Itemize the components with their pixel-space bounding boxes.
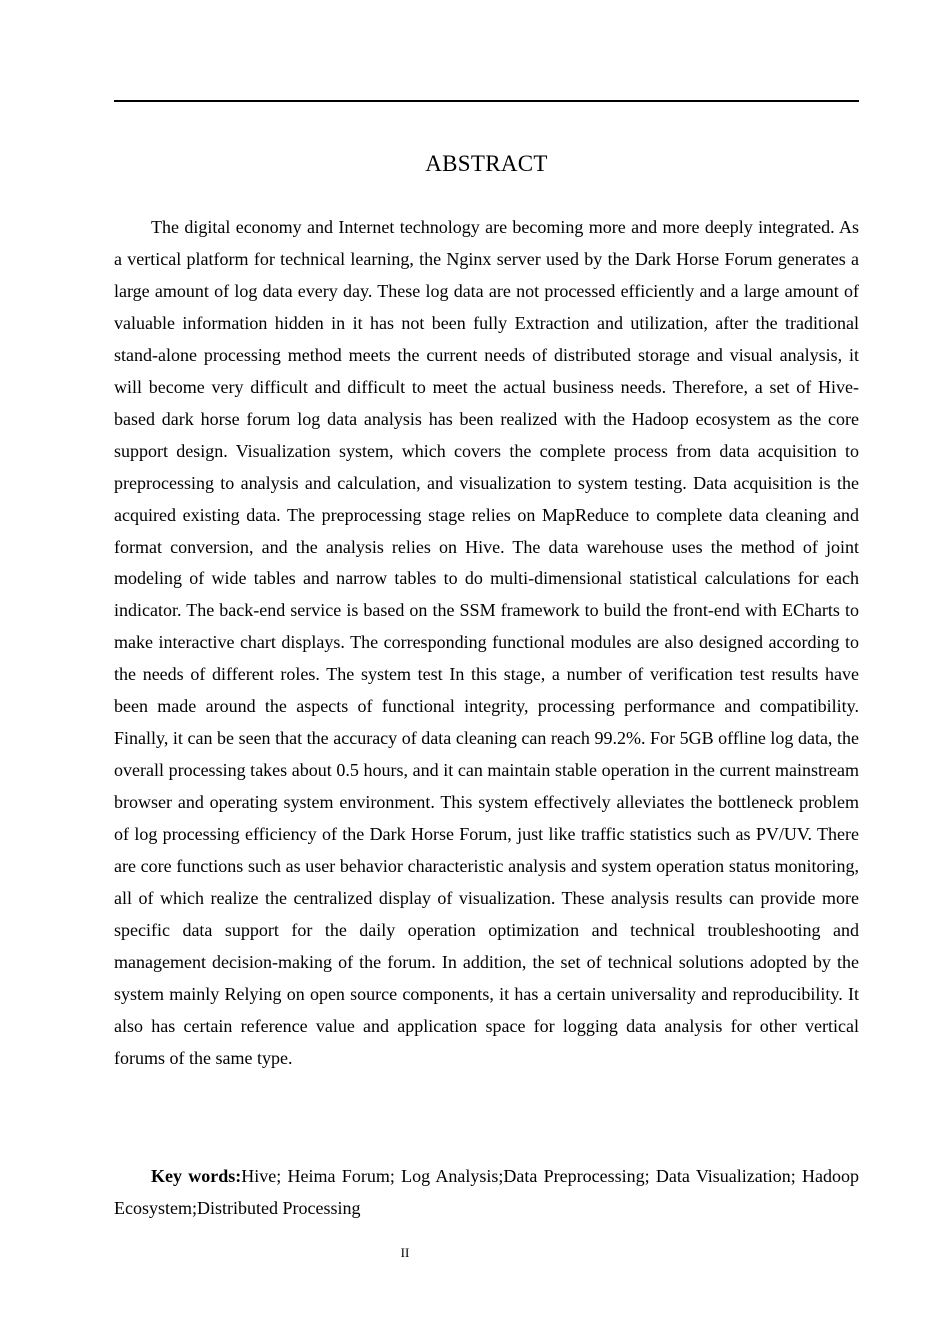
page-number: II [400, 1245, 410, 1260]
abstract-body: The digital economy and Internet technology are becoming more and more deeply integrated. As a vertical platform for technical learning, the Nginx server used by the Dark Horse Forum generates a large amount of log data every day. These log data are not processed efficiently and a large amount of valuable information hidden in it has not been fully Extraction and utilization, after the traditional stand-alone processing method meets the current needs of distributed storage and visual analysis, it will become very difficult and difficult to meet the actual business needs. Therefore, a set of Hive-based dark horse forum log data analysis has been realized with the Hadoop ecosystem as the core support design. Visualization system, which covers the complete process from data acquisition to preprocessing to analysis and calculation, and visualization to system testing. Data acquisition is the acquired existing data. The preprocessing stage relies on MapReduce to complete data cleaning and format conversion, and the analysis relies on Hive. The data warehouse uses the method of joint modeling of wide tables and narrow tables to do multi-dimensional statistical calculations for each indicator. The back-end service is based on the SSM framework to build the front-end with ECharts to make interactive chart displays. The corresponding functional modules are also designed according to the needs of different roles. The system test In this stage, a number of verification test results have been made around the aspects of functional integrity, processing performance and compatibility. Finally, it can be seen that the accuracy of data cleaning can reach 99.2%. For 5GB offline log data, the overall processing takes about 0.5 hours, and it can maintain stable operation in the current mainstream browser and operating system environment. This system effectively alleviates the bottleneck problem of log processing efficiency of the Dark Horse Forum, just like traffic statistics such as PV/UV. There are core functions such as user behavior characteristic analysis and system operation status monitoring, all of which realize the centralized display of visualization. These analysis results can provide more specific data support for the daily operation optimization and technical troubleshooting and management decision-making of the forum. In addition, the set of technical solutions adopted by the system mainly Relying on open source components, it has a certain universality and reproducibility. It also has certain reference value and application space for logging data analysis for other vertical forums of the same type. [114, 217, 859, 1068]
keywords-paragraph [114, 1160, 859, 1224]
keywords-text: Hive; Heima Forum; Log Analysis;Data Preprocessing; Data Visualization; Hadoop Ecosystem;Distributed Processing [114, 1166, 859, 1218]
header-rule [114, 100, 859, 102]
abstract-title: ABSTRACT [425, 151, 548, 176]
keywords-label: Key words: [151, 1166, 242, 1186]
